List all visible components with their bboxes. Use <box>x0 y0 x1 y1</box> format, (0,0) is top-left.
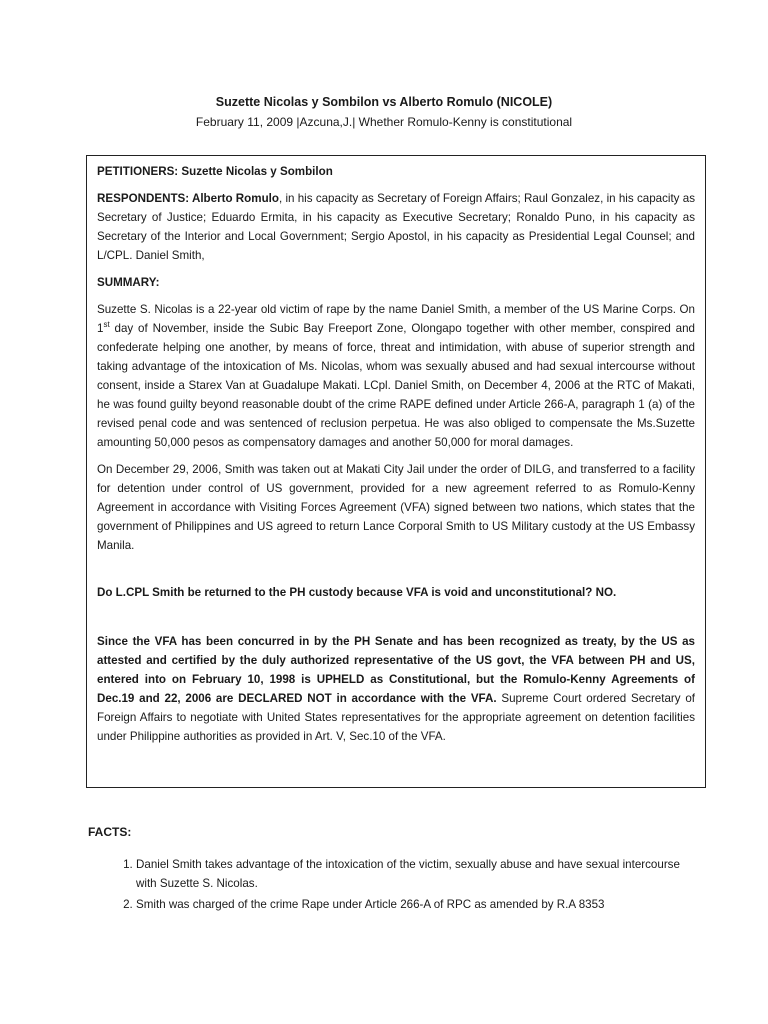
summary-paragraph-1 <box>97 300 695 452</box>
ruling-paragraph <box>97 632 695 746</box>
facts-list <box>108 855 698 916</box>
list-item: 1. Daniel Smith takes advantage of the intoxication of the victim, sexually abuse and have sexual intercourse with Suzette S. Nicolas. <box>136 855 698 893</box>
ruling-rest: Supreme Court ordered Secretary of Foreign Affairs to negotiate with United States representatives for the appropriate agreement on detention facilities under Philippine authorities as provided in Art. V, Sec.10 of the VFA. <box>97 692 696 743</box>
case-subtitle: February 11, 2009 |Azcuna,J.| Whether Romulo-Kenny is constitutional <box>195 115 573 129</box>
list-item: 2. Smith was charged of the crime Rape under Article 266-A of RPC as amended by R.A 8353 <box>136 895 698 914</box>
summary-paragraph-2: On December 29, 2006, Smith was taken out at Makati City Jail under the order of DILG, and transferred to a facility for detention under control of US government, provided for a new agreement referred to as Romulo-Kenny Agreement in accordance with Visiting Forces Agreement (VFA) signed between two nations, which states that the government of Philippines and US agreed to return Lance Corporal Smith to US Military custody at the US Embassy Manila. <box>97 463 695 552</box>
petitioners-line: PETITIONERS: Suzette Nicolas y Sombilon <box>97 165 333 178</box>
facts-heading: FACTS: <box>88 825 132 839</box>
respondents-paragraph <box>97 189 695 265</box>
summary-label: SUMMARY: <box>97 276 160 289</box>
summary-p1-start: Suzette S. Nicolas is a 22-year old victim of rape by the name Daniel Smith, a member of the US Marine Corps. On 1 <box>97 303 695 335</box>
ruling-bold: Since the VFA has been concurred in by the PH Senate and has been recognized as treaty, by the US as attested and certified by the duly authorized representative of the US govt, the VFA between PH and US, entered into on February 10, 1998 is UPHELD as Constitutional, but the Romulo-Kenny Agreements of Dec.19 and 22, 2006 are DECLARED NOT in accordance with the VFA. <box>97 635 695 705</box>
respondents-text: , in his capacity as Secretary of Foreign Affairs; Raul Gonzalez, in his capacity as Secretary of Justice; Eduardo Ermita, in his capacity as Executive Secretary; Ronaldo Puno, in his capacity as Secretary of the Interior and Local Government; Sergio Apostol, in his capacity as Presidential Legal Counsel; and L/CPL. Daniel Smith, <box>97 192 695 262</box>
case-title: Suzette Nicolas y Sombilon vs Alberto Romulo (NICOLE) <box>215 95 553 109</box>
issue-question: Do L.CPL Smith be returned to the PH custody because VFA is void and unconstitutional? NO. <box>97 586 617 599</box>
respondents-label: RESPONDENTS: <box>97 192 190 205</box>
respondents-name: Alberto Romulo <box>189 192 279 205</box>
summary-p1-sup: st <box>103 320 110 330</box>
document-header <box>0 92 768 132</box>
case-summary-box <box>86 155 706 788</box>
summary-p1-rest: day of November, inside the Subic Bay Freeport Zone, Olongapo together with other member, conspired and confederate helping one another, by means of force, threat and intimidation, with abuse of superior strength and taking advantage of the intoxication of Ms. Nicolas, whom was sexually abused and had sexual intercourse without consent, inside a Starex Van at Guadalupe Makati. LCpl. Daniel Smith, on December 4, 2006 at the RTC of Makati, he was found guilty beyond reasonable doubt of the crime RAPE defined under Article 266-A, paragraph 1 (a) of the revised penal code and was sentenced of reclusion perpetua. He was also obliged to compensate the Ms.Suzette amounting 50,000 pesos as compensatory damages and another 50,000 for moral damages. <box>97 322 695 449</box>
